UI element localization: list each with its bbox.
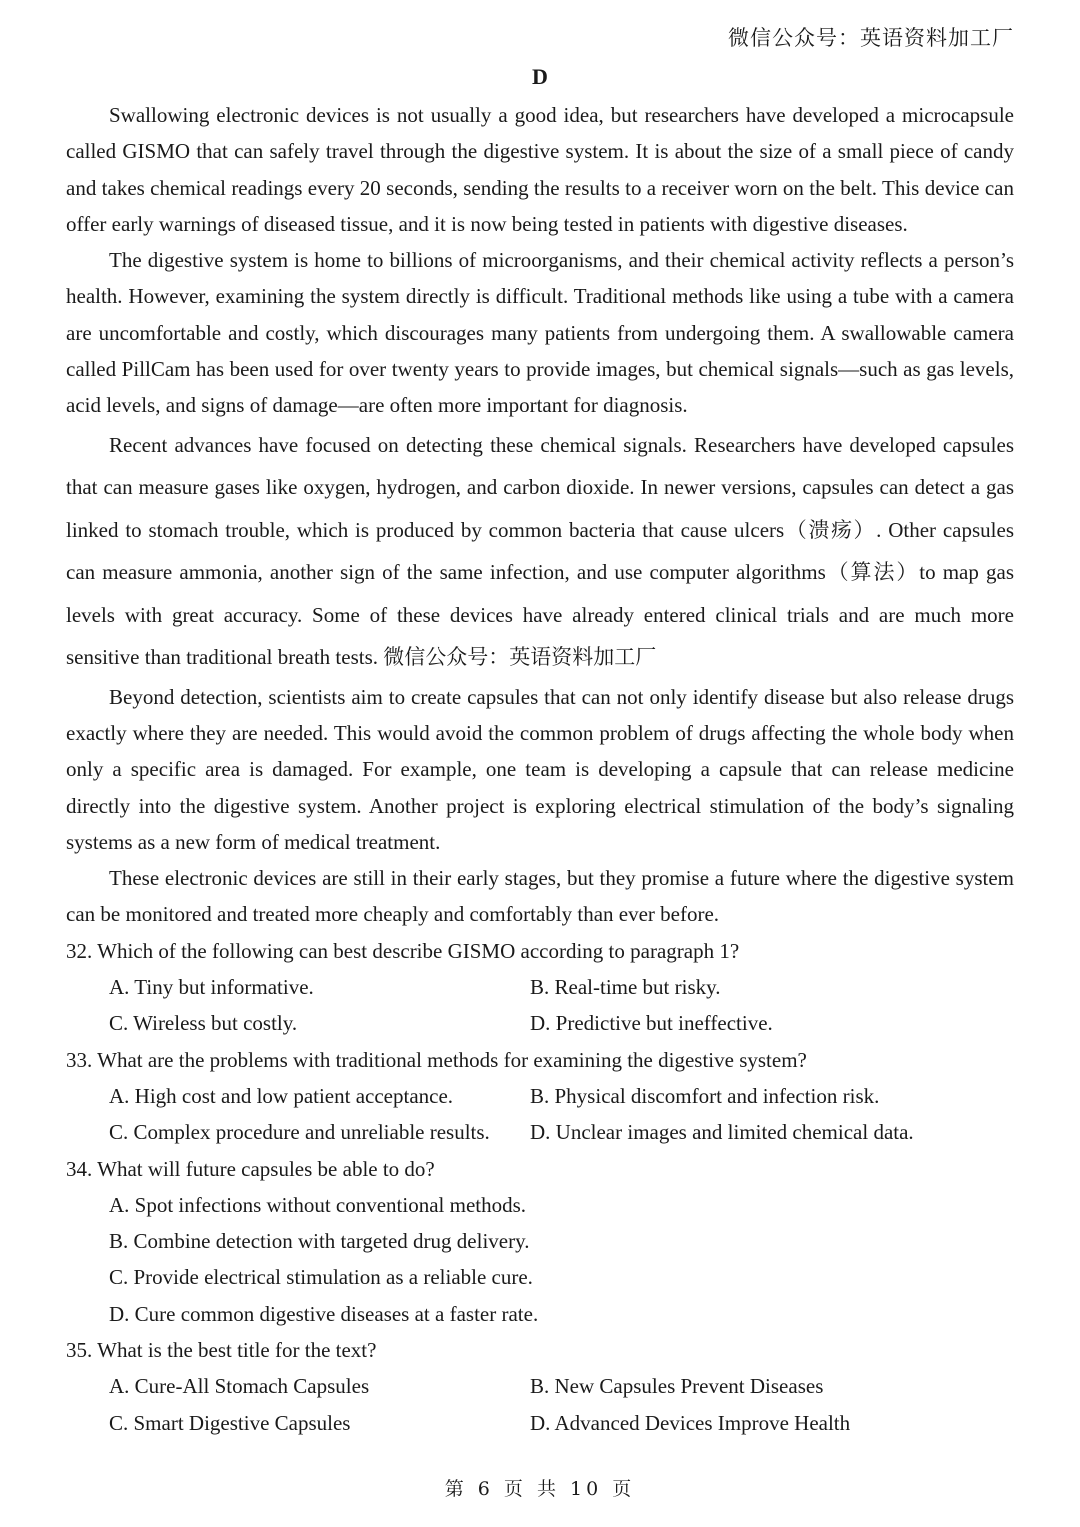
- option-32-b: B. Real-time but risky.: [530, 975, 721, 1000]
- option-33-b: B. Physical discomfort and infection risk.: [530, 1083, 880, 1108]
- option-35-d: D. Advanced Devices Improve Health: [530, 1410, 851, 1435]
- option-34-c: C. Provide electrical stimulation as a reliable cure.: [109, 1265, 533, 1290]
- question-32-options: [66, 969, 1014, 1042]
- option-33-d: D. Unclear images and limited chemical data.: [530, 1120, 914, 1145]
- option-35-c: C. Smart Digestive Capsules: [109, 1410, 351, 1435]
- paragraph-4: Beyond detection, scientists aim to create capsules that can not only identify disease but also release drugs exactly where they are needed. This would avoid the common problem of drugs affecting the whole body when only a specific area is damaged. For example, one team is developing a capsule that can release medicine directly into the digestive system. Another project is exploring electrical stimulation of the body’s signaling systems as a new form of medical treatment.: [66, 684, 1014, 854]
- question-34-stem: 34. What will future capsules be able to do?: [66, 1156, 435, 1181]
- paragraph-2: The digestive system is home to billions of microorganisms, and their chemical activity reflects a person’s health. However, examining the system directly is difficult. Traditional methods like using a tube with a camera are uncomfortable and costly, which discourages many patients from undergoing them. A swallowable camera called PillCam has been used for over twenty years to provide images, but chemical signals—such as gas levels, acid levels, and signs of damage—are often more important for diagnosis.: [66, 248, 1014, 418]
- paragraph-5: These electronic devices are still in their early stages, but they promise a future where the digestive system can be monitored and treated more cheaply and comfortably than ever before.: [66, 866, 1014, 927]
- paragraph-3: Recent advances have focused on detecting these chemical signals. Researchers have developed capsules that can measure gases like oxygen, hydrogen, and carbon dioxide. In newer versions, capsules can detect a gas linked to stomach trouble, which is produced by common bacteria that cause ulcers（溃疡）. Other capsules can measure ammonia, another sign of the same infection, and use computer algorithms（算法）to map gas levels with great accuracy. Some of these devices have already entered clinical trials and are much more sensitive than traditional breath tests. 微信公众号：英语资料加工厂: [66, 432, 1014, 670]
- page-header: 微信公众号：英语资料加工厂: [728, 26, 1014, 50]
- option-34-a: A. Spot infections without conventional methods.: [109, 1192, 527, 1217]
- option-35-a: A. Cure-All Stomach Capsules: [109, 1374, 370, 1399]
- section-letter: D: [532, 64, 548, 89]
- page-number-footer: 第 6 页 共 10 页: [444, 1478, 636, 1500]
- option-33-a: A. High cost and low patient acceptance.: [109, 1083, 454, 1108]
- option-32-d: D. Predictive but ineffective.: [530, 1011, 773, 1036]
- option-35-b: B. New Capsules Prevent Diseases: [530, 1374, 824, 1399]
- option-32-c: C. Wireless but costly.: [109, 1011, 298, 1036]
- passage-content: [66, 97, 1014, 1441]
- option-34-b: B. Combine detection with targeted drug delivery.: [109, 1229, 530, 1254]
- question-35-options: [66, 1368, 1014, 1441]
- paragraph-1: Swallowing electronic devices is not usually a good idea, but researchers have developed a microcapsule called GISMO that can safely travel through the digestive system. It is about the size of a small piece of candy and takes chemical readings every 20 seconds, sending the results to a receiver worn on the belt. This device can offer early warnings of diseased tissue, and it is now being tested in patients with digestive diseases.: [66, 103, 1014, 236]
- option-34-d: D. Cure common digestive diseases at a faster rate.: [109, 1301, 539, 1326]
- question-35-stem: 35. What is the best title for the text?: [66, 1338, 377, 1363]
- question-33-options: [66, 1078, 1014, 1151]
- question-34-options: [66, 1187, 1014, 1332]
- question-33-stem: 33. What are the problems with traditional methods for examining the digestive system?: [66, 1047, 807, 1072]
- question-32-stem: 32. Which of the following can best describe GISMO according to paragraph 1?: [66, 938, 740, 963]
- option-33-c: C. Complex procedure and unreliable results.: [109, 1120, 490, 1145]
- option-32-a: A. Tiny but informative.: [109, 975, 314, 1000]
